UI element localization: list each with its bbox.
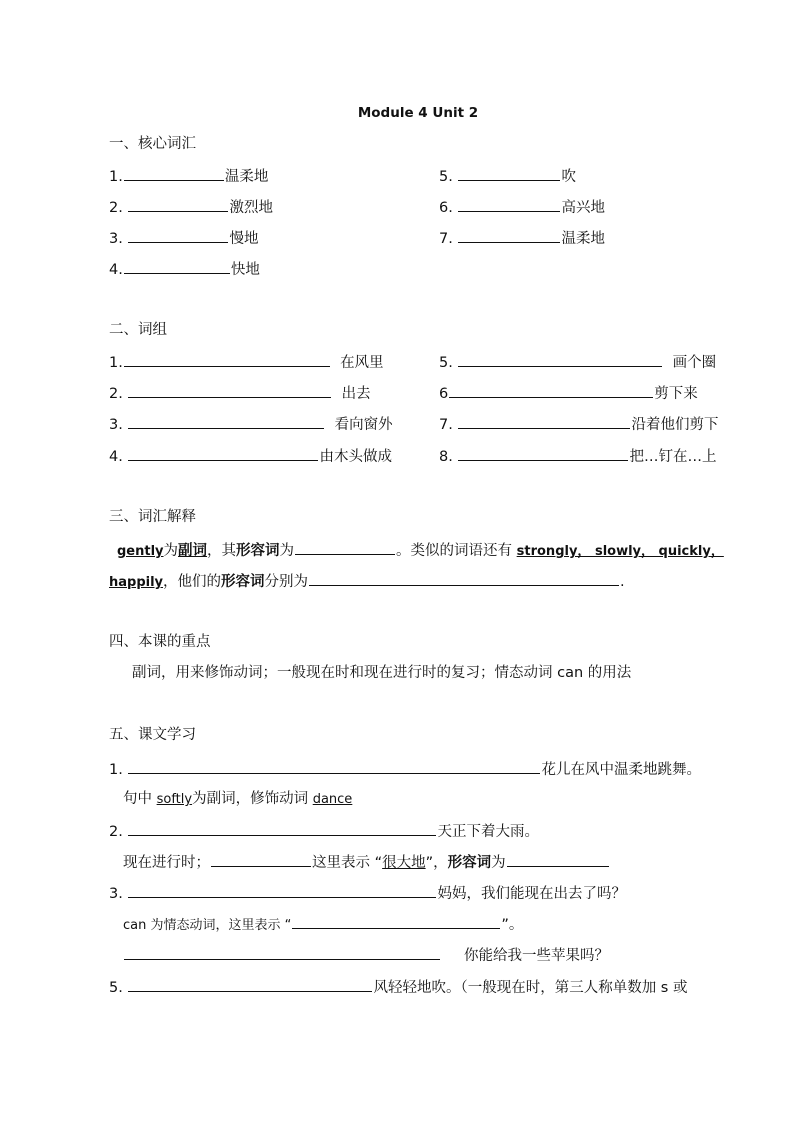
answer-blank[interactable] [128,882,436,898]
vocab-item: 3. 慢地 [109,227,258,249]
study-line-2: 2. 天正下着大雨。 [109,820,539,842]
answer-blank[interactable] [458,196,560,212]
explanation-line-2: happily，他们的形容词分别为 . [109,570,625,593]
answer-blank[interactable] [507,851,609,867]
answer-blank[interactable] [124,944,440,960]
phrase-item: 3. 看向窗外 [109,413,393,435]
phrase-item: 6 剪下来 [439,382,698,404]
answer-blank[interactable] [124,351,330,367]
phrase-item: 5. 画个圈 [439,351,716,373]
phrase-item: 2. 出去 [109,382,371,404]
word-happily: happily [109,575,164,590]
answer-blank[interactable] [128,976,372,992]
phrase-item: 4. 由木头做成 [109,445,392,467]
vocab-item: 1. 温柔地 [109,165,268,187]
study-note-3: can 为情态动词，这里表示 “ ”。 [123,913,523,936]
answer-blank[interactable] [458,445,628,461]
study-line-5: 5. 风轻轻地吹。（一般现在时，第三人称单数加 s 或 [109,976,687,998]
section-heading-vocab: 一、核心词汇 [109,136,196,152]
answer-blank[interactable] [211,851,311,867]
similar-words: strongly， slowly， quickly， [516,544,724,559]
answer-blank[interactable] [295,539,395,555]
answer-blank[interactable] [292,913,500,929]
study-note-1: 句中 softly为副词，修饰动词 dance [123,791,353,807]
section-heading-text-study: 五、课文学习 [109,727,196,743]
answer-blank[interactable] [128,382,331,398]
study-line-1: 1. 花儿在风中温柔地跳舞。 [109,758,701,780]
phrase-item: 7. 沿着他们剪下 [439,413,718,435]
answer-blank[interactable] [124,258,230,274]
section-heading-explanation: 三、词汇解释 [109,509,196,525]
section-heading-phrases: 二、词组 [109,322,167,338]
answer-blank[interactable] [128,445,318,461]
vocab-item: 6. 高兴地 [439,196,605,218]
focus-text: 副词，用来修饰动词；一般现在时和现在进行时的复习；情态动词 can 的用法 [132,665,632,681]
answer-blank[interactable] [458,165,560,181]
answer-blank[interactable] [128,413,324,429]
answer-blank[interactable] [309,570,619,586]
word-gently: gently [117,544,164,559]
section-heading-focus: 四、本课的重点 [109,634,211,650]
answer-blank[interactable] [124,165,224,181]
phrase-item: 1. 在风里 [109,351,384,373]
study-note-2: 现在进行时； 这里表示 “很大地”，形容词为 [123,851,610,873]
explanation-line-1: gently为副词，其形容词为 。类似的词语还有 strongly， slowly， quickly， [117,539,724,562]
vocab-item: 7. 温柔地 [439,227,605,249]
vocab-item: 2. 激烈地 [109,196,273,218]
answer-blank[interactable] [128,196,228,212]
answer-blank[interactable] [458,413,630,429]
answer-blank[interactable] [128,758,540,774]
answer-blank[interactable] [458,227,560,243]
word-fuci: 副词 [178,543,208,559]
vocab-item: 5. 吹 [439,165,576,187]
answer-blank[interactable] [128,227,228,243]
study-line-3: 3. 妈妈，我们能现在出去了吗？ [109,882,626,904]
study-line-4: 你能给我一些苹果吗？ [123,944,609,966]
page-title: Module 4 Unit 2 [357,105,479,121]
phrase-item: 8. 把…钉在…上 [439,445,716,467]
answer-blank[interactable] [128,820,436,836]
vocab-item: 4. 快地 [109,258,260,280]
answer-blank[interactable] [449,382,653,398]
answer-blank[interactable] [458,351,662,367]
